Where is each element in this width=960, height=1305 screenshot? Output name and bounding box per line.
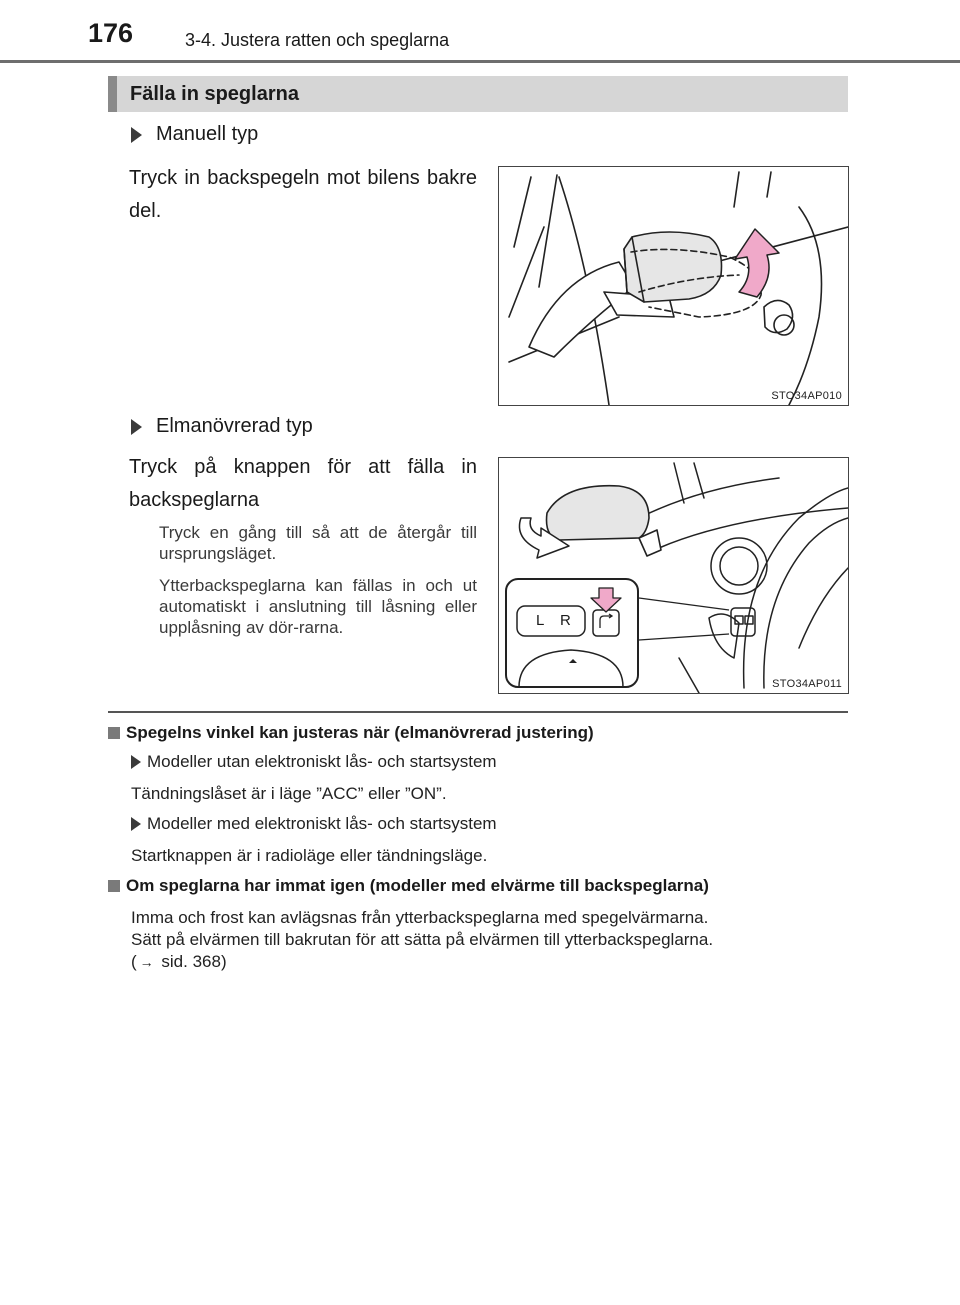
fold-button [593, 610, 619, 636]
chapter-title: 3-4. Justera ratten och speglarna [185, 30, 450, 50]
figure-code-electric: STO34AP011 [772, 678, 842, 690]
section-title: Fälla in speglarna [130, 83, 299, 105]
note-fog-heading [108, 876, 709, 896]
note-fog-ref: ( → sid. 368) [131, 952, 227, 971]
header-rule [0, 60, 960, 63]
switch-label-right: R [560, 612, 571, 629]
electric-instruction: Tryck på knappen för att fälla in backspeglarna [129, 456, 477, 511]
electric-type-label: Elmanövrerad typ [156, 415, 313, 437]
page-ref-arrow-icon: → [139, 954, 154, 970]
figure-code-manual: STO34AP010 [771, 390, 842, 402]
switch-label-left: L [536, 612, 545, 629]
page-number: 176 [88, 18, 134, 48]
triangle-bullet-icon [131, 127, 142, 143]
note-fog-title: Om speglarna har immat igen (modeller med elvärme till backspeglarna) [126, 876, 709, 895]
note-fog-line-1: Imma och frost kan avlägsnas från ytterbackspeglarna med spegelvärmarna. [131, 908, 709, 927]
note-angle-sub-1 [131, 752, 497, 772]
electric-note-1: Tryck en gång till så att de återgår till ursprungsläget. [159, 523, 477, 563]
note-angle-sub-2 [131, 814, 497, 834]
triangle-bullet-icon [131, 419, 142, 435]
note-angle-text-2: Startknappen är i radioläge eller tändningsläge. [131, 846, 488, 865]
figure-manual-fold [498, 166, 849, 406]
note-fog-line-2: Sätt på elvärmen till bakrutan för att sätta på elvärmen till ytterbackspeglarna. [131, 930, 714, 949]
note-angle-heading [108, 723, 594, 743]
square-bullet-icon [108, 880, 120, 892]
section-title-bar [108, 76, 848, 112]
electric-mirror-illustration [499, 458, 848, 693]
manual-type-heading [131, 123, 258, 146]
note-angle-sub-1-label: Modeller utan elektroniskt lås- och startsystem [147, 752, 497, 771]
note-angle-text-1: Tändningslåset är i läge ”ACC” eller ”ON”. [131, 784, 447, 803]
manual-instruction: Tryck in backspegeln mot bilens bakre del. [129, 167, 477, 222]
page-ref-link[interactable]: sid. 368 [161, 952, 221, 971]
note-angle-title: Spegelns vinkel kan justeras när (elmanövrerad justering) [126, 723, 594, 742]
electric-type-heading [131, 415, 313, 438]
electric-note-2: Ytterbackspeglarna kan fällas in och ut automatiskt i anslutning till låsning eller upplåsning av dör-rarna. [159, 576, 477, 637]
lr-selector-switch [517, 606, 585, 636]
square-bullet-icon [108, 727, 120, 739]
triangle-bullet-icon [131, 755, 141, 769]
section-accent [108, 76, 117, 112]
triangle-bullet-icon [131, 817, 141, 831]
section-divider [108, 711, 848, 713]
figure-electric-fold [498, 457, 849, 694]
manual-mirror-illustration [499, 167, 848, 405]
manual-type-label: Manuell typ [156, 123, 259, 145]
note-angle-sub-2-label: Modeller med elektroniskt lås- och startsystem [147, 814, 497, 833]
